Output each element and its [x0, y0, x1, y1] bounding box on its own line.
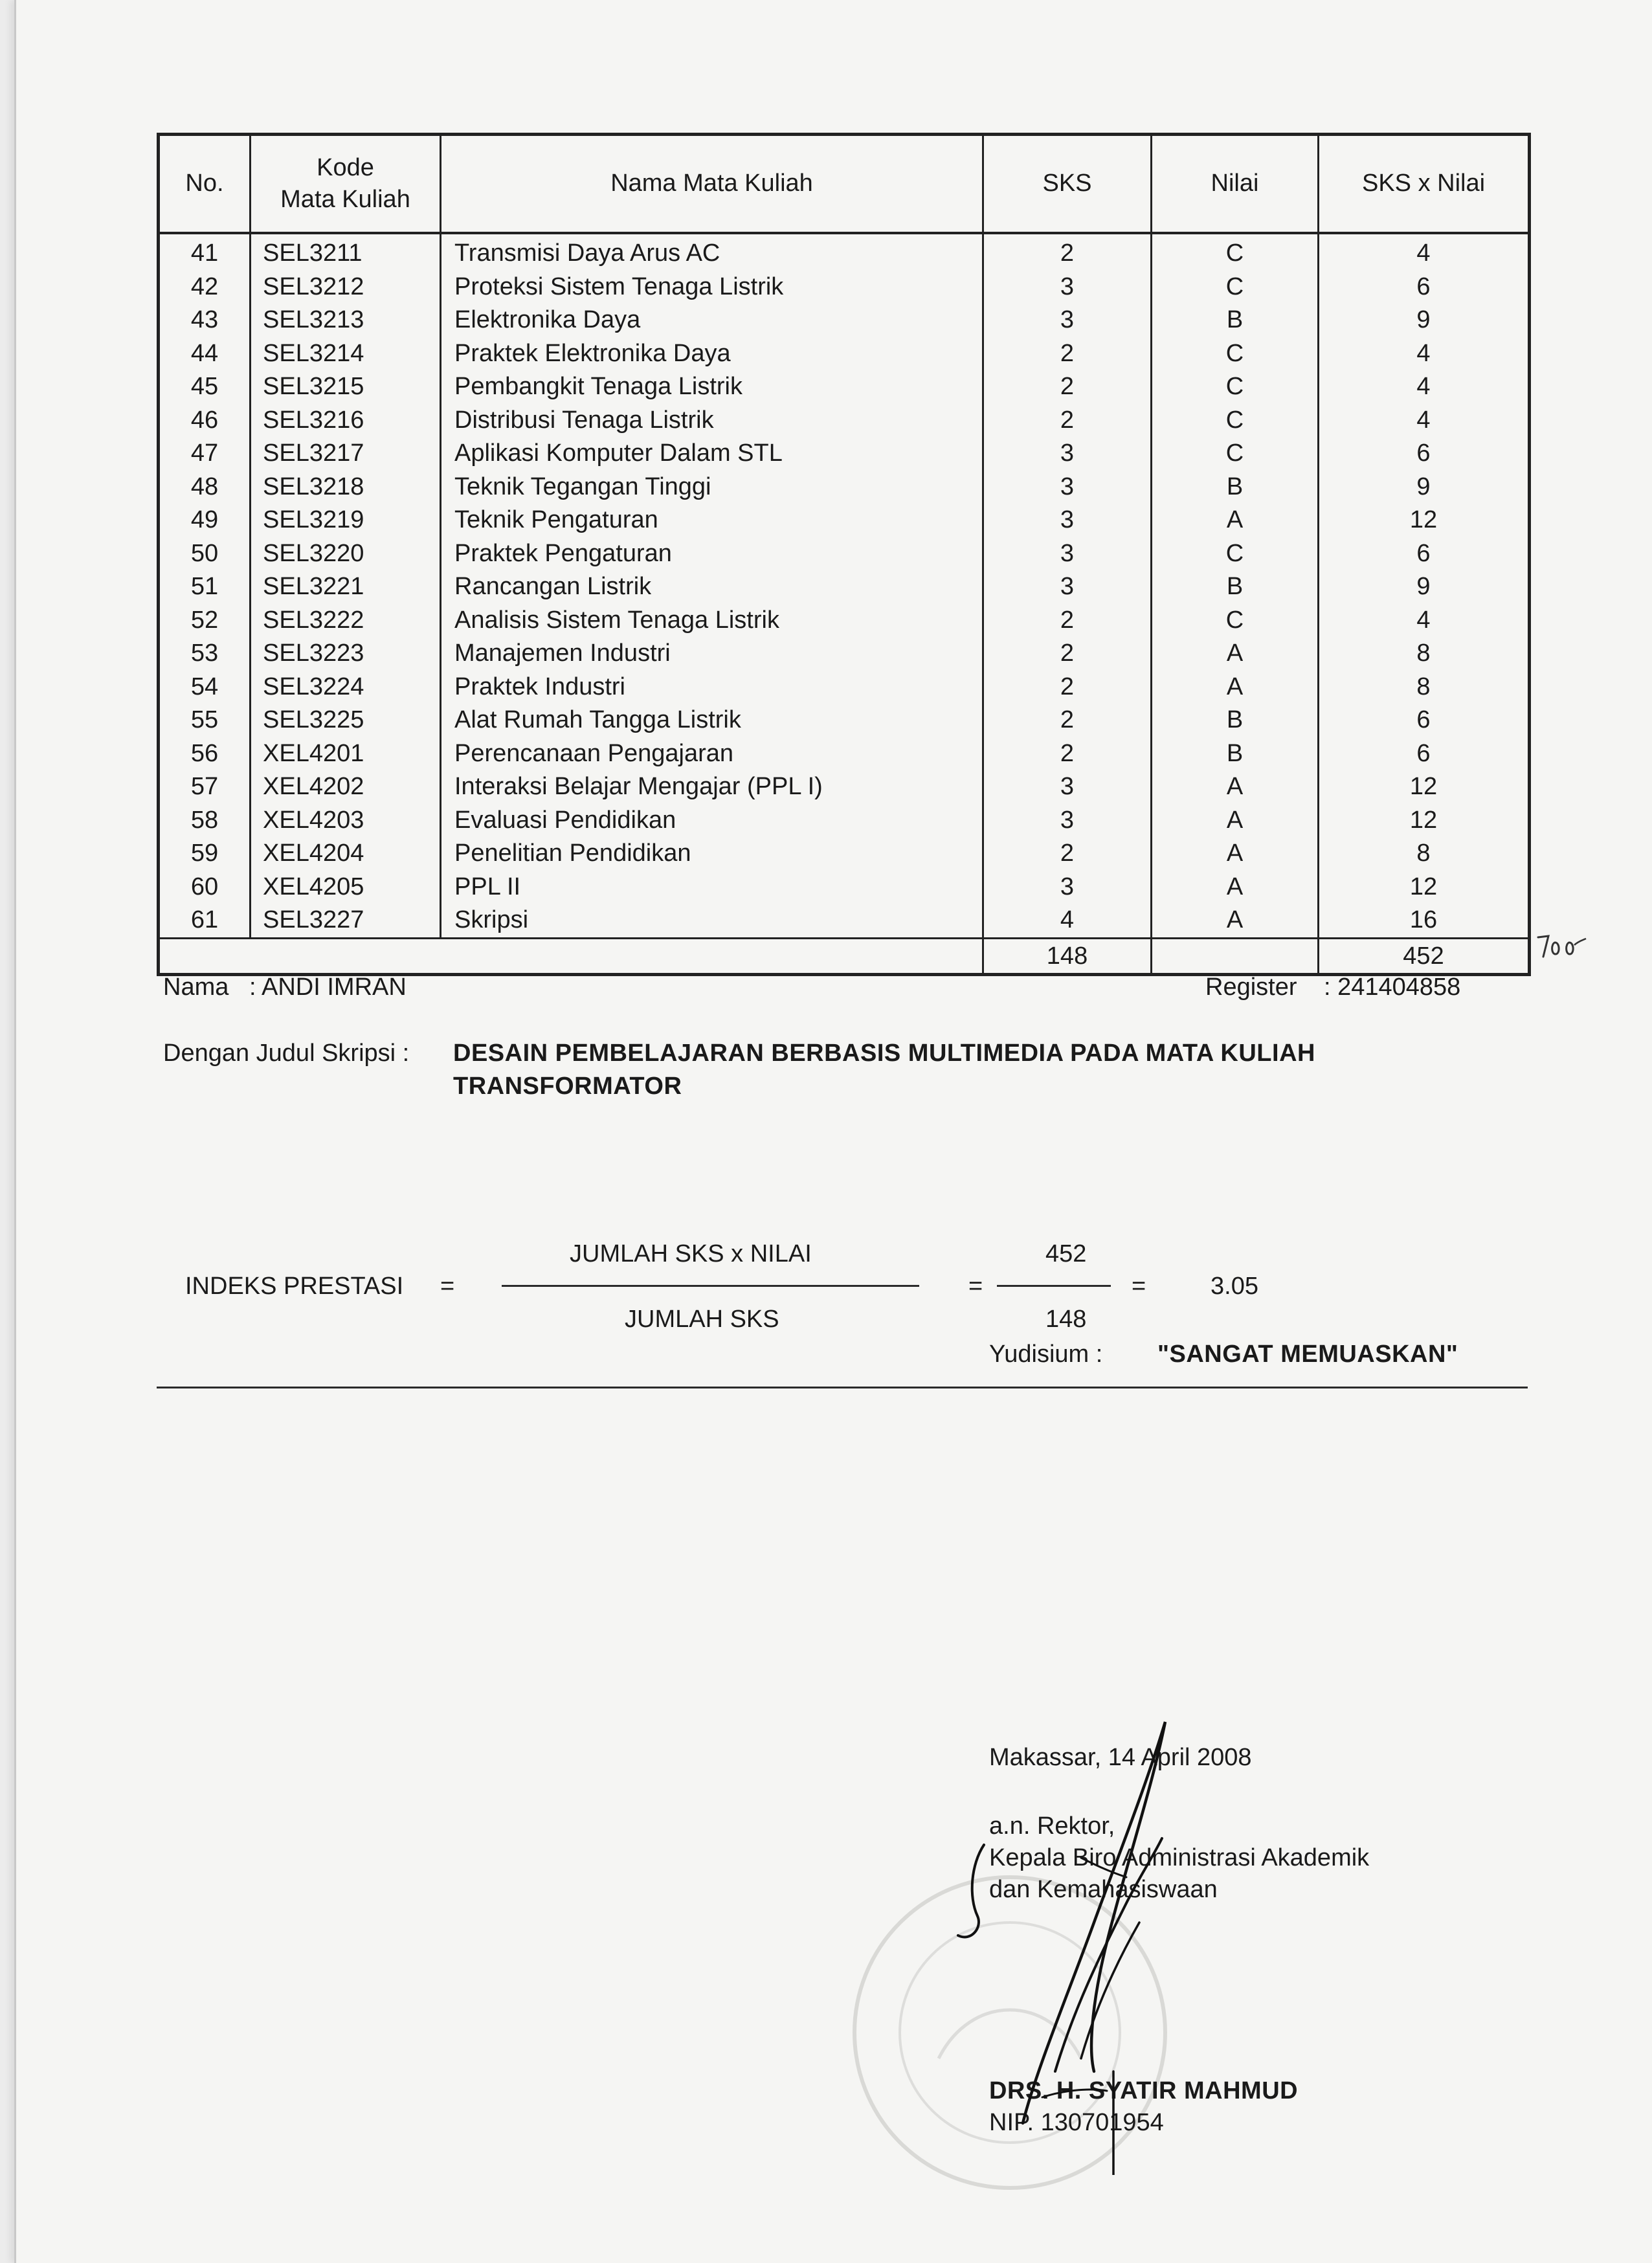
gpa-sum-value: 452: [1045, 1240, 1087, 1267]
course-code: SEL3214: [251, 337, 441, 371]
table-row: [159, 504, 1530, 537]
course-sks: 2: [983, 637, 1152, 671]
student-name-value: : ANDI IMRAN: [249, 974, 407, 1001]
course-code: SEL3217: [251, 437, 441, 471]
table-row: [159, 437, 1530, 471]
row-number: 46: [159, 404, 251, 438]
course-name: Rancangan Listrik: [441, 570, 983, 604]
course-code: SEL3213: [251, 304, 441, 337]
course-sks: 3: [983, 304, 1152, 337]
row-number: 53: [159, 637, 251, 671]
course-code: XEL4204: [251, 837, 441, 871]
row-number: 48: [159, 471, 251, 504]
course-sks-x-grade: 9: [1319, 304, 1530, 337]
course-sks: 2: [983, 671, 1152, 704]
grade-table: [157, 133, 1531, 976]
row-number: 59: [159, 837, 251, 871]
course-grade: C: [1152, 537, 1319, 571]
course-code: SEL3227: [251, 904, 441, 938]
course-sks-x-grade: 9: [1319, 471, 1530, 504]
course-grade: B: [1152, 471, 1319, 504]
course-grade: A: [1152, 837, 1319, 871]
course-sks: 2: [983, 370, 1152, 404]
course-sks-x-grade: 6: [1319, 704, 1530, 737]
gpa-equals-2: =: [968, 1273, 983, 1300]
course-sks-x-grade: 6: [1319, 271, 1530, 304]
course-name: Proteksi Sistem Tenaga Listrik: [441, 271, 983, 304]
handwritten-signature: [932, 1709, 1295, 2175]
handwritten-note-700: [1535, 932, 1587, 964]
course-code: XEL4202: [251, 770, 441, 804]
footer-sks-total: 148: [983, 938, 1152, 974]
course-sks-x-grade: 4: [1319, 404, 1530, 438]
course-name: Praktek Elektronika Daya: [441, 337, 983, 371]
course-code: SEL3223: [251, 637, 441, 671]
course-sks: 3: [983, 471, 1152, 504]
course-code: SEL3220: [251, 537, 441, 571]
thesis-title-line2: TRANSFORMATOR: [453, 1073, 682, 1100]
signer-name: DRS. H. SYATIR MAHMUD: [989, 2077, 1299, 2104]
course-grade: A: [1152, 637, 1319, 671]
course-grade: C: [1152, 271, 1319, 304]
course-name: Manajemen Industri: [441, 637, 983, 671]
course-sks: 3: [983, 871, 1152, 904]
table-row: [159, 337, 1530, 371]
course-grade: A: [1152, 871, 1319, 904]
table-row: [159, 304, 1530, 337]
course-name: Evaluasi Pendidikan: [441, 804, 983, 838]
yudisium-value: "SANGAT MEMUASKAN": [1157, 1341, 1458, 1368]
row-number: 47: [159, 437, 251, 471]
row-number: 60: [159, 871, 251, 904]
thesis-title-line1: DESAIN PEMBELAJARAN BERBASIS MULTIMEDIA PADA MATA KULIAH: [453, 1040, 1315, 1067]
header-kode-line2: Mata Kuliah: [280, 186, 410, 213]
course-sks-x-grade: 4: [1319, 370, 1530, 404]
header-nilai: Nilai: [1152, 135, 1319, 234]
page-edge: [14, 0, 16, 2263]
course-grade: B: [1152, 737, 1319, 771]
gpa-equals-3: =: [1132, 1273, 1146, 1300]
course-code: SEL3218: [251, 471, 441, 504]
course-name: Aplikasi Komputer Dalam STL: [441, 437, 983, 471]
course-code: XEL4203: [251, 804, 441, 838]
row-number: 44: [159, 337, 251, 371]
course-name: Pembangkit Tenaga Listrik: [441, 370, 983, 404]
course-name: Analisis Sistem Tenaga Listrik: [441, 604, 983, 638]
course-code: SEL3215: [251, 370, 441, 404]
course-name: Skripsi: [441, 904, 983, 938]
course-code: SEL3219: [251, 504, 441, 537]
register-label: Register: [1205, 974, 1297, 1001]
course-sks-x-grade: 4: [1319, 233, 1530, 271]
course-sks-x-grade: 8: [1319, 837, 1530, 871]
footer-nilai-empty: [1152, 938, 1319, 974]
course-name: Teknik Tegangan Tinggi: [441, 471, 983, 504]
place-date: Makassar, 14 April 2008: [989, 1744, 1252, 1771]
course-name: Perencanaan Pengajaran: [441, 737, 983, 771]
table-header-row: [159, 135, 1530, 234]
course-sks-x-grade: 12: [1319, 804, 1530, 838]
course-name: Teknik Pengaturan: [441, 504, 983, 537]
signer-nip: NIP. 130701954: [989, 2109, 1164, 2136]
section-divider: [157, 1387, 1528, 1388]
course-sks-x-grade: 9: [1319, 570, 1530, 604]
course-grade: B: [1152, 304, 1319, 337]
course-sks: 3: [983, 437, 1152, 471]
table-row: [159, 604, 1530, 638]
row-number: 45: [159, 370, 251, 404]
gpa-value-fraction-line: [997, 1285, 1111, 1287]
row-number: 41: [159, 233, 251, 271]
signer-position-line2: dan Kemahasiswaan: [989, 1876, 1218, 1903]
course-sks-x-grade: 12: [1319, 871, 1530, 904]
table-row: [159, 704, 1530, 737]
gpa-sks-value: 148: [1045, 1306, 1087, 1333]
course-grade: C: [1152, 370, 1319, 404]
course-sks: 2: [983, 837, 1152, 871]
table-row: [159, 804, 1530, 838]
course-sks: 2: [983, 704, 1152, 737]
student-name-label: Nama: [163, 974, 229, 1001]
header-sks: SKS: [983, 135, 1152, 234]
course-grade: C: [1152, 604, 1319, 638]
register-value: : 241404858: [1324, 974, 1461, 1001]
course-code: SEL3211: [251, 233, 441, 271]
course-code: SEL3222: [251, 604, 441, 638]
signer-position-line1: Kepala Biro Administrasi Akademik: [989, 1844, 1370, 1871]
course-grade: C: [1152, 437, 1319, 471]
course-sks: 3: [983, 504, 1152, 537]
course-code: XEL4205: [251, 871, 441, 904]
course-code: XEL4201: [251, 737, 441, 771]
course-sks-x-grade: 12: [1319, 770, 1530, 804]
on-behalf-rector: a.n. Rektor,: [989, 1812, 1115, 1840]
row-number: 51: [159, 570, 251, 604]
course-code: SEL3225: [251, 704, 441, 737]
course-grade: B: [1152, 570, 1319, 604]
course-grade: A: [1152, 804, 1319, 838]
header-kode-line1: Kode: [317, 153, 374, 181]
course-sks-x-grade: 12: [1319, 504, 1530, 537]
course-sks: 3: [983, 804, 1152, 838]
table-row: [159, 770, 1530, 804]
course-sks-x-grade: 6: [1319, 737, 1530, 771]
row-number: 42: [159, 271, 251, 304]
course-grade: B: [1152, 704, 1319, 737]
table-row: [159, 271, 1530, 304]
gpa-fraction-line: [502, 1285, 919, 1287]
header-total: SKS x Nilai: [1319, 135, 1530, 234]
course-name: Praktek Industri: [441, 671, 983, 704]
course-name: Alat Rumah Tangga Listrik: [441, 704, 983, 737]
row-number: 58: [159, 804, 251, 838]
table-row: [159, 737, 1530, 771]
course-sks-x-grade: 4: [1319, 337, 1530, 371]
table-row: [159, 537, 1530, 571]
course-sks: 2: [983, 233, 1152, 271]
course-name: Transmisi Daya Arus AC: [441, 233, 983, 271]
course-sks: 2: [983, 404, 1152, 438]
course-grade: C: [1152, 233, 1319, 271]
course-sks-x-grade: 6: [1319, 537, 1530, 571]
row-number: 52: [159, 604, 251, 638]
row-number: 56: [159, 737, 251, 771]
course-sks: 2: [983, 337, 1152, 371]
table-footer-row: [159, 938, 1530, 974]
course-grade: A: [1152, 504, 1319, 537]
course-sks-x-grade: 16: [1319, 904, 1530, 938]
course-name: Interaksi Belajar Mengajar (PPL I): [441, 770, 983, 804]
course-grade: A: [1152, 671, 1319, 704]
thesis-label: Dengan Judul Skripsi :: [163, 1040, 410, 1067]
course-code: SEL3216: [251, 404, 441, 438]
gpa-label: INDEKS PRESTASI: [185, 1273, 404, 1300]
table-row: [159, 233, 1530, 271]
course-sks: 4: [983, 904, 1152, 938]
course-grade: C: [1152, 337, 1319, 371]
row-number: 49: [159, 504, 251, 537]
course-name: Distribusi Tenaga Listrik: [441, 404, 983, 438]
course-grade: C: [1152, 404, 1319, 438]
course-sks-x-grade: 8: [1319, 671, 1530, 704]
header-nama: Nama Mata Kuliah: [441, 135, 983, 234]
footer-nilai-total: 452: [1319, 938, 1530, 974]
gpa-denominator: JUMLAH SKS: [625, 1306, 779, 1333]
table-row: [159, 471, 1530, 504]
grade-rows: [159, 233, 1530, 938]
course-sks: 3: [983, 537, 1152, 571]
gpa-numerator: JUMLAH SKS x NILAI: [570, 1240, 812, 1267]
course-sks-x-grade: 8: [1319, 637, 1530, 671]
gpa-result: 3.05: [1211, 1273, 1258, 1300]
course-sks: 3: [983, 770, 1152, 804]
course-grade: A: [1152, 904, 1319, 938]
course-sks-x-grade: 4: [1319, 604, 1530, 638]
course-sks: 3: [983, 570, 1152, 604]
table-row: [159, 570, 1530, 604]
course-grade: A: [1152, 770, 1319, 804]
course-sks-x-grade: 6: [1319, 437, 1530, 471]
course-code: SEL3224: [251, 671, 441, 704]
table-row: [159, 370, 1530, 404]
table-row: [159, 671, 1530, 704]
table-row: [159, 904, 1530, 938]
gpa-equals-1: =: [440, 1273, 455, 1300]
course-code: SEL3221: [251, 570, 441, 604]
row-number: 57: [159, 770, 251, 804]
course-name: PPL II: [441, 871, 983, 904]
course-name: Penelitian Pendidikan: [441, 837, 983, 871]
course-name: Elektronika Daya: [441, 304, 983, 337]
footer-empty-cell: [159, 938, 983, 974]
header-kode: [251, 135, 441, 234]
header-no: No.: [159, 135, 251, 234]
table-row: [159, 837, 1530, 871]
course-sks: 2: [983, 604, 1152, 638]
course-code: SEL3212: [251, 271, 441, 304]
course-sks: 2: [983, 737, 1152, 771]
table-row: [159, 871, 1530, 904]
table-row: [159, 637, 1530, 671]
row-number: 55: [159, 704, 251, 737]
row-number: 50: [159, 537, 251, 571]
table-row: [159, 404, 1530, 438]
yudisium-label: Yudisium :: [989, 1341, 1103, 1368]
course-sks: 3: [983, 271, 1152, 304]
course-name: Praktek Pengaturan: [441, 537, 983, 571]
row-number: 61: [159, 904, 251, 938]
row-number: 54: [159, 671, 251, 704]
row-number: 43: [159, 304, 251, 337]
